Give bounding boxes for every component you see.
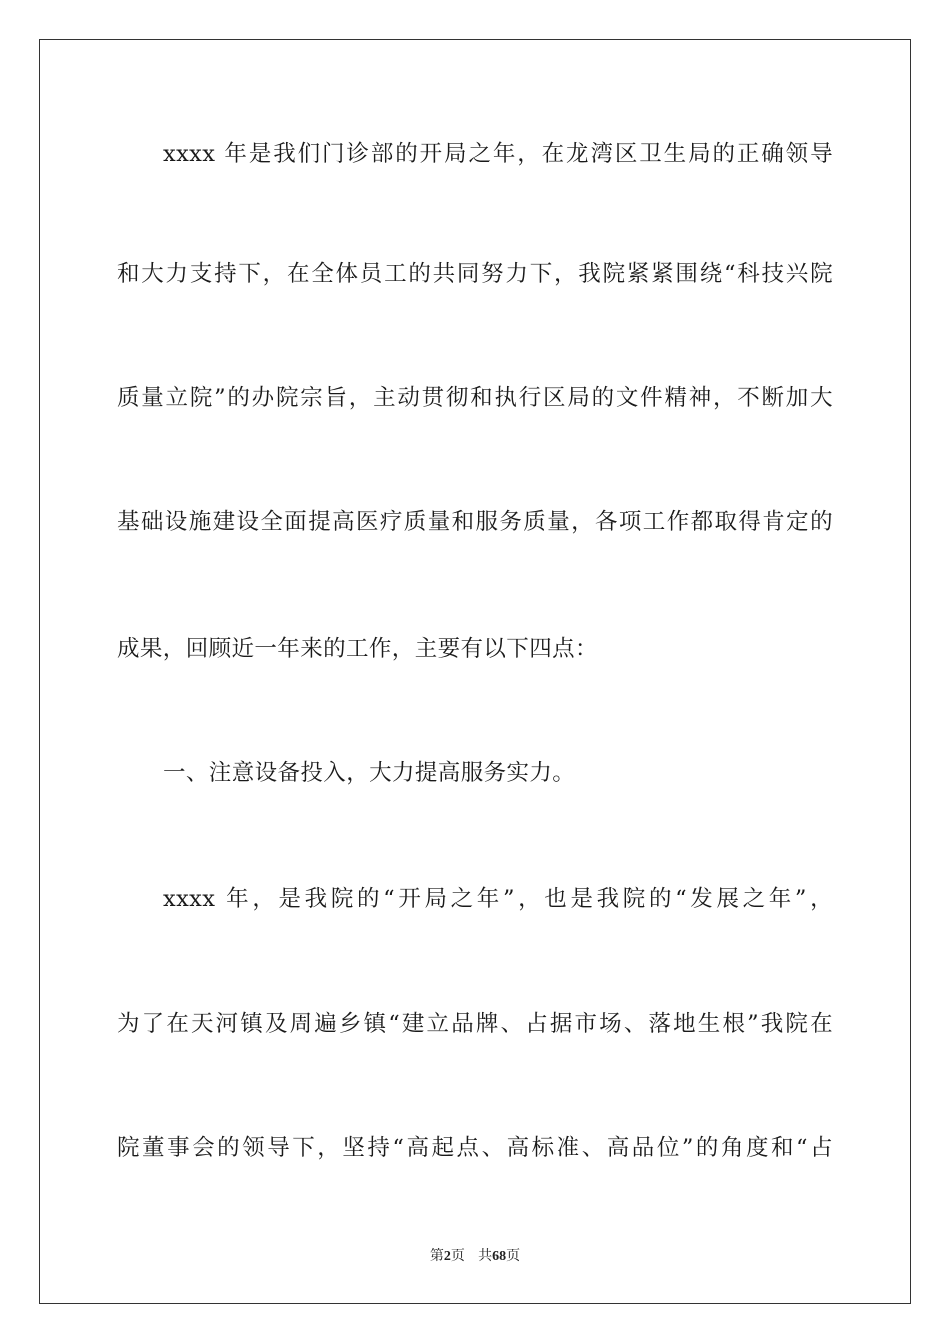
paragraph-line: xxxx 年是我们门诊部的开局之年，在龙湾区卫生局的正确领导 <box>163 141 833 167</box>
page-border <box>39 39 911 1304</box>
footer-total-suffix: 页 <box>506 1248 521 1264</box>
footer-total-prefix: 共 <box>478 1248 493 1264</box>
paragraph-line: 成果，回顾近一年来的工作，主要有以下四点： <box>117 636 598 662</box>
paragraph-line: 院董事会的领导下，坚持“高起点、高标准、高品位”的角度和“占 <box>117 1135 833 1161</box>
paragraph-line: 为了在天河镇及周遍乡镇“建立品牌、占据市场、落地生根”我院在 <box>117 1011 833 1037</box>
paragraph-line: 质量立院”的办院宗旨，主动贯彻和执行区局的文件精神，不断加大 <box>117 385 833 411</box>
paragraph-line: xxxx 年，是我院的“开局之年”，也是我院的“发展之年”， <box>163 886 833 912</box>
footer-total-number: 68 <box>492 1249 507 1264</box>
footer-page-prefix: 第 <box>429 1248 444 1264</box>
paragraph-line: 和大力支持下，在全体员工的共同努力下，我院紧紧围绕“科技兴院 <box>117 261 833 287</box>
paragraph-line: 基础设施建设全面提高医疗质量和服务质量，各项工作都取得肯定的 <box>117 509 833 535</box>
footer-page-suffix: 页 <box>450 1248 465 1264</box>
page-footer <box>0 1246 950 1267</box>
footer-page-number: 2 <box>443 1249 451 1264</box>
section-heading: 一、注意设备投入，大力提高服务实力。 <box>163 760 576 786</box>
